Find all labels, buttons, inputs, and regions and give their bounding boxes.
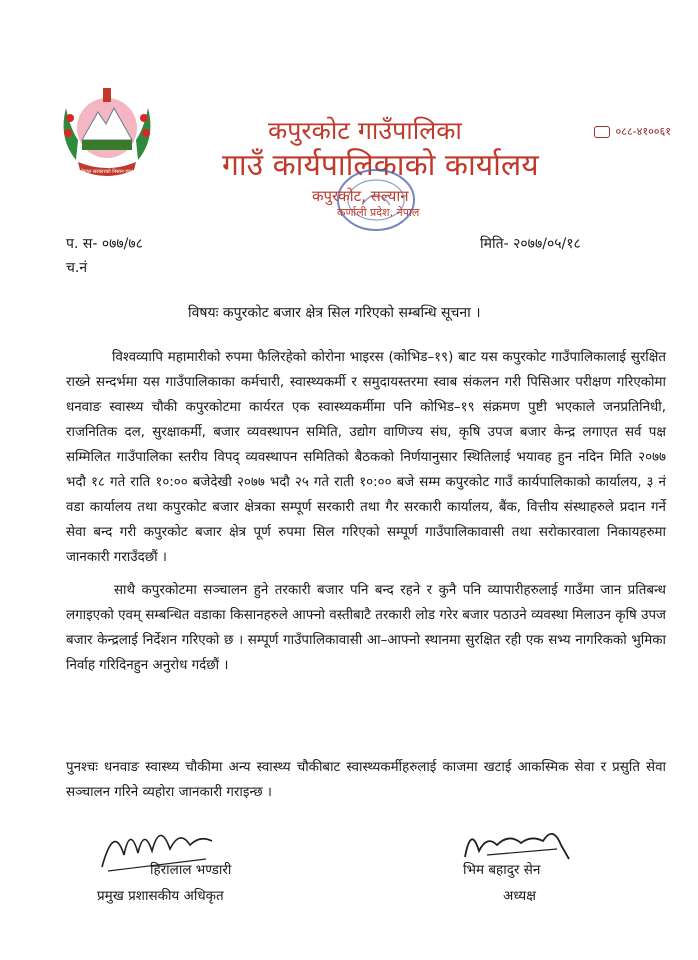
body-paragraph-1: विश्वव्यापि महामारीको रुपमा फैलिरहेको कोरोना भाइरस (कोभिड–१९) बाट यस कपुरकोट गाउँपालिकालाई सुरक्षित राख्ने सन्दर्भमा यस गाउँपालिकाका कर्मचारी, स्वास्थ्यकर्मी र समुदायस्तरमा स्वाब संकलन गरी पिसिआर परीक्षण गरिएकोमा धनवाङ स्वास्थ्य चौकी कपुरकोटमा कार्यरत एक स्वास्थ्यकर्मीमा पनि कोभिड–१९ संक्रमण पुष्टी भएकाले जनप्रतिनिधी, राजनितिक दल, सुरक्षाकर्मी, बजार व्यवस्थापन समिति, उद्योग वाणिज्य संघ, कृषि उपज बजार केन्द्र लगाएत सर्व पक्ष सम्मिलित गाउँपालिका स्तरीय विपद् व्यवस्थापन समितिको बैठकको निर्णयानुसार स्थितिलाई भयावह हुन नदिन मिति २०७७ भदौ १८ गते राति १०:०० बजेदेखी २०७७ भदौ २५ गते राती १०:०० बजे सम्म कपुरकोट गाउँ कार्यपालिकाको कार्यालय, ३ नं वडा कार्यालय तथा कपुरकोट बजार क्षेत्रका सम्पूर्ण सरकारी तथा गैर सरकारी कार्यालय, बैंक, वित्तीय संस्थाहरुले प्रदान गर्ने सेवा बन्द गरी कपुरकोट बजार क्षेत्र पूर्ण रुपमा सिल गरिएको सम्पूर्ण गाउँपालिकावासी तथा सरोकारवाला निकायहरुमा जानकारी गराउँदछौं । (66, 350, 666, 565)
nepal-emblem-logo (48, 78, 166, 186)
right-signatory-name: भिम बहादुर सेन (463, 862, 541, 878)
office-address-line1: कपुरकोट, सल्यान (312, 187, 409, 205)
letter-number: प. स- ०७७/७८ (66, 236, 143, 252)
phone-value: ०८८-४१००६१ (615, 125, 671, 138)
svg-text:नेपाल सरकारको निसान छाप: नेपाल सरकारको निसान छाप (81, 169, 133, 175)
office-name: कपुरकोट गाउँपालिका (268, 116, 462, 145)
letter-date: मिति- २०७७/०५/१८ (480, 236, 581, 252)
office-address-line2: कर्णाली प्रदेश, नेपाल (337, 206, 420, 219)
right-signatory-title: अध्यक्ष (503, 888, 536, 904)
postscript-paragraph: पुनश्चः धनवाङ स्वास्थ्य चौकीमा अन्य स्वास्थ्य चौकीबाट स्वास्थ्यकर्मीहरुलाई काजमा खटाई आकस्मिक सेवा र प्रसुति सेवा सञ्चालन गरिने व्यहोरा जानकारी गराइन्छ । (66, 760, 666, 800)
office-subtitle: गाउँ कार्यपालिकाको कार्यालय (222, 148, 539, 183)
body-paragraph-2: साथै कपुरकोटमा सञ्चालन हुने तरकारी बजार पनि बन्द रहने र कुनै पनि व्यापारीहरुलाई गाउँमा जान प्रतिबन्ध लगाइएको एवम् सम्बन्धित वडाका किसानहरुले आफ्नो वस्तीबाटै तरकारी लोड गरेर बजार पठाउने व्यवस्था मिलाउन कृषि उपज बजार केन्द्रलाई निर्देशन गरिएको छ । सम्पूर्ण गाउँपालिकावासी आ–आफ्नो स्थानमा सुरक्षित रही एक सभ्य नागरिकको भुमिका निर्वाह गरिदिनहुन अनुरोध गर्दछौं । (66, 583, 666, 673)
subject-line: विषयः कपुरकोट बजार क्षेत्र सिल गरिएको सम्बन्धि सूचना । (188, 305, 481, 321)
left-signatory-name: हिरालाल भण्डारी (150, 862, 232, 878)
telephone-icon (594, 126, 610, 138)
left-signatory-title: प्रमुख प्रशासकीय अधिकृत (97, 888, 224, 904)
phone-number (594, 124, 671, 139)
dispatch-number: च.नं (66, 260, 88, 276)
